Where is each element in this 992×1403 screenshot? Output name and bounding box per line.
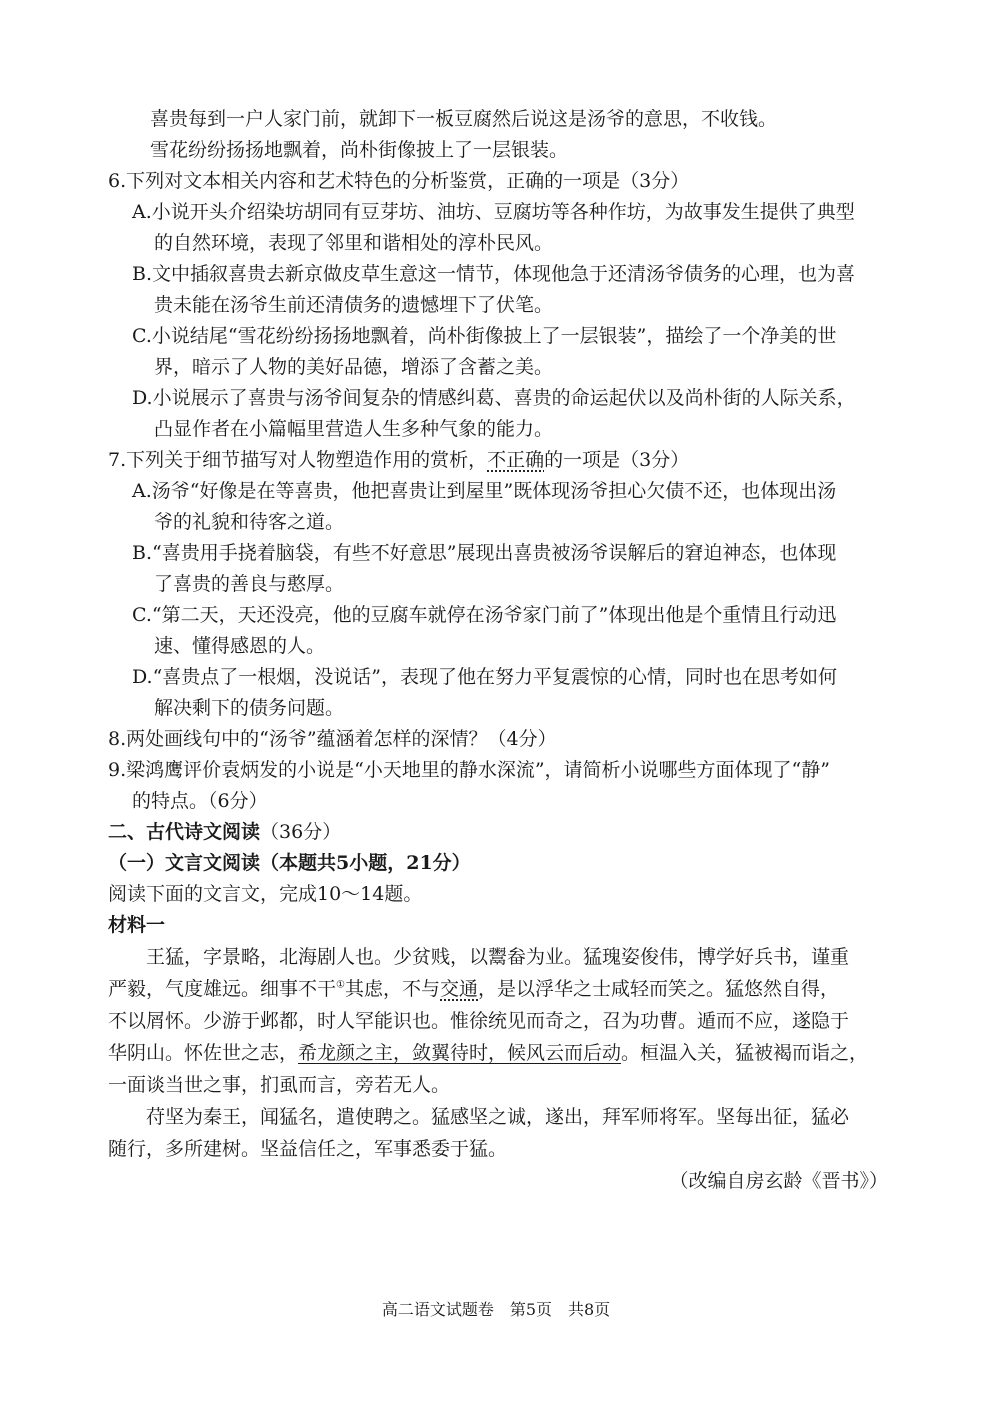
section-heading xyxy=(108,817,890,848)
question-8: 8.两处画线句中的“汤爷”蕴涵着怎样的深情？（4分） xyxy=(108,728,557,750)
question-6 xyxy=(108,166,890,445)
option-c: C.小说结尾“雪花纷纷扬扬地飘着，尚朴街像披上了一层银装”，描绘了一个净美的世 xyxy=(132,325,837,347)
page-content xyxy=(108,104,890,1197)
passage-text: 。桓温入关，猛被褐而诣之， xyxy=(621,1042,869,1064)
passage-line xyxy=(108,1037,890,1069)
passage-line: 一面谈当世之事，扪虱而言，旁若无人。 xyxy=(108,1074,451,1096)
option-c-cont: 速、懂得感恩的人。 xyxy=(154,635,326,657)
passage-text: 严毅，气度雄远。细事不干 xyxy=(108,978,337,1000)
question-7 xyxy=(108,445,890,724)
subsection-heading: （一）文言文阅读（本题共5小题，21分） xyxy=(108,852,471,874)
emphasized-word: 交通 xyxy=(440,978,479,1000)
passage-line: 雪花纷纷扬扬地飘着，尚朴街像披上了一层银装。 xyxy=(150,139,569,161)
option-a: A.汤爷“好像是在等喜贵，他把喜贵让到屋里”既体现汤爷担心欠债不还，也体现出汤 xyxy=(132,480,837,502)
option-a: A.小说开头介绍染坊胡同有豆芽坊、油坊、豆腐坊等各种作坊，为故事发生提供了典型 xyxy=(132,201,855,223)
option-b: B.文中插叙喜贵去新京做皮草生意这一情节，体现他急于还清汤爷债务的心理，也为喜 xyxy=(132,263,856,285)
passage-line: 喜贵每到一户人家门前，就卸下一板豆腐然后说这是汤爷的意思，不收钱。 xyxy=(150,108,778,130)
option-c: C.“第二天，天还没亮，他的豆腐车就停在汤爷家门前了”体现出他是个重情且行动迅 xyxy=(132,604,837,626)
section-title: 二、古代诗文阅读 xyxy=(108,821,261,843)
option-a-cont: 爷的礼貌和待客之道。 xyxy=(154,511,345,533)
passage-line: 随行，多所建树。坚益信任之，军事悉委于猛。 xyxy=(108,1138,508,1160)
passage-excerpt xyxy=(108,104,890,166)
question-9 xyxy=(108,755,890,817)
source-citation: （改编自房玄龄《晋书》） xyxy=(669,1170,888,1192)
reading-instruction: 阅读下面的文言文，完成10～14题。 xyxy=(108,883,423,905)
emphasis-not-correct: 不正确 xyxy=(487,449,545,471)
option-b: B.“喜贵用手挠着脑袋，有些不好意思”展现出喜贵被汤爷误解后的窘迫神态，也体现 xyxy=(132,542,837,564)
question-stem-cont: 的特点。（6分） xyxy=(132,790,268,812)
option-d: D.小说展示了喜贵与汤爷间复杂的情感纠葛、喜贵的命运起伏以及尚朴街的人际关系， xyxy=(132,387,856,409)
option-a-cont: 的自然环境，表现了邻里和谐相处的淳朴民风。 xyxy=(154,232,554,254)
material-title: 材料一 xyxy=(108,914,166,936)
underlined-sentence: 希龙颜之主，敛翼待时，候风云而后动 xyxy=(298,1042,622,1064)
section-score: （36分） xyxy=(260,821,342,843)
option-b-cont: 贵未能在汤爷生前还清债务的遗憾埋下了伏笔。 xyxy=(154,294,554,316)
passage-line: 王猛，字景略，北海剧人也。少贫贱，以鬻畚为业。猛瑰姿俊伟，博学好兵书，谨重 xyxy=(146,946,850,968)
passage-text: ，是以浮华之士咸轻而笑之。猛悠然自得， xyxy=(478,978,840,1000)
passage-line xyxy=(108,973,890,1005)
option-c-cont: 界，暗示了人物的美好品德，增添了含蓄之美。 xyxy=(154,356,554,378)
stem-text: 的一项是（3分） xyxy=(544,449,690,471)
question-stem: 6.下列对文本相关内容和艺术特色的分析鉴赏，正确的一项是（3分） xyxy=(108,170,690,192)
classical-passage xyxy=(108,941,890,1197)
passage-text: 其虑，不与 xyxy=(344,978,440,1000)
footnote-marker: ① xyxy=(336,979,345,991)
option-d-cont: 解决剩下的债务问题。 xyxy=(154,697,345,719)
page-footer: 高二语文试题卷 第5页 共8页 xyxy=(381,1300,611,1319)
stem-text: 7.下列关于细节描写对人物塑造作用的赏析， xyxy=(108,449,488,471)
option-d-cont: 凸显作者在小篇幅里营造人生多种气象的能力。 xyxy=(154,418,554,440)
passage-line: 不以屑怀。少游于邺都，时人罕能识也。惟徐统见而奇之，召为功曹。遁而不应，遂隐于 xyxy=(108,1010,850,1032)
option-d: D.“喜贵点了一根烟，没说话”，表现了他在努力平复震惊的心情，同时也在思考如何 xyxy=(132,666,838,688)
passage-text: 华阴山。怀佐世之志， xyxy=(108,1042,299,1064)
option-b-cont: 了喜贵的善良与憨厚。 xyxy=(154,573,345,595)
question-stem xyxy=(108,445,890,476)
passage-line: 苻坚为秦王，闻猛名，遣使聘之。猛感坚之诚，遂出，拜军师将军。坚每出征，猛必 xyxy=(146,1106,850,1128)
question-stem: 9.梁鸿鹰评价袁炳发的小说是“小天地里的静水深流”，请简析小说哪些方面体现了“静” xyxy=(108,759,830,781)
